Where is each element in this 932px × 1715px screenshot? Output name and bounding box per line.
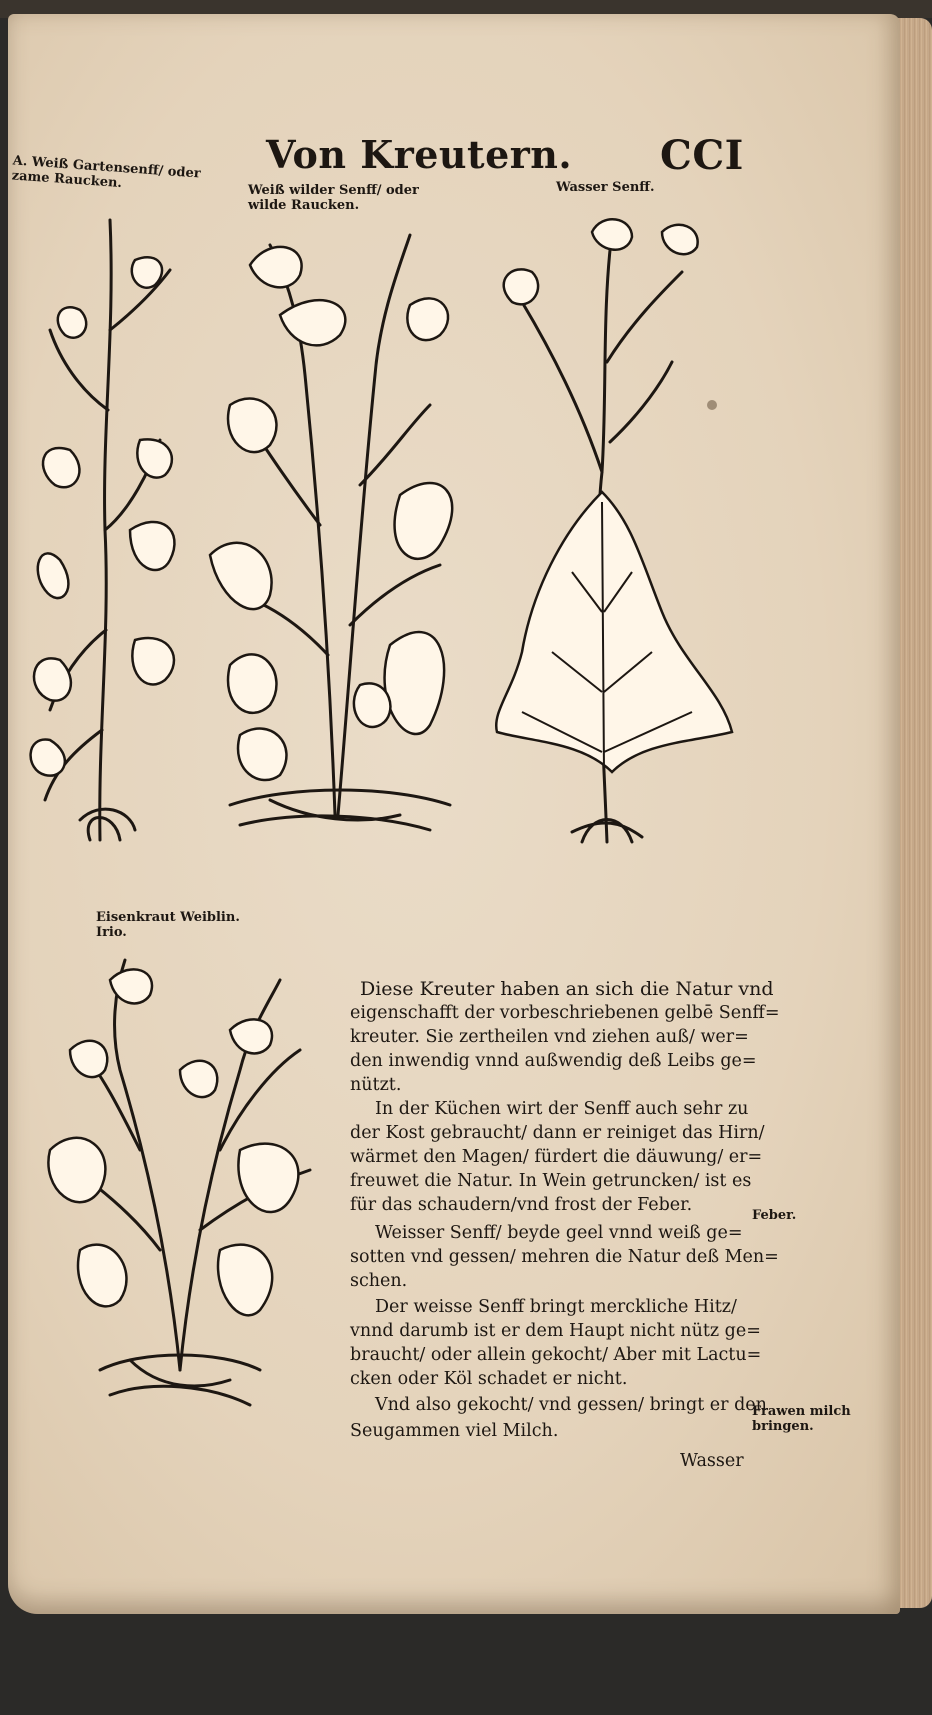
text-line-8: wärmet den Magen/ fürdert die däuwung/ er= — [350, 1147, 763, 1167]
text-line-9: freuwet die Natur. In Wein getruncken/ ist es — [350, 1171, 752, 1191]
caption-plant-2: Weiß wilder Senff/ oder wilde Raucken. — [248, 183, 419, 213]
text-line-18: Vnd also gekocht/ vnd gessen/ bringt er den — [375, 1395, 767, 1415]
margin-note-frawen-milch: Frawen milch bringen. — [752, 1404, 851, 1434]
woodcut-wild-mustard-icon — [210, 225, 470, 845]
text-line-2: eigenschafft der vorbeschriebenen gelbē Senff= — [350, 1003, 780, 1023]
running-head: Von Kreutern. — [266, 132, 573, 177]
woodcut-water-mustard-icon — [492, 212, 742, 852]
woodcut-garden-mustard-icon — [20, 210, 190, 850]
text-line-16: braucht/ oder allein gekocht/ Aber mit Lactu= — [350, 1345, 762, 1365]
caption-plant-4: Eisenkraut Weiblin. Irio. — [96, 910, 240, 940]
text-line-15: vnnd darumb ist er dem Haupt nicht nütz ge= — [350, 1321, 761, 1341]
folio-number: CCI — [660, 132, 744, 179]
text-line-17: cken oder Köl schadet er nicht. — [350, 1369, 628, 1389]
text-line-6: In der Küchen wirt der Senff auch sehr zu — [375, 1099, 749, 1119]
text-line-5: nützt. — [350, 1075, 402, 1095]
text-line-7: der Kost gebraucht/ dann er reiniget das Hirn/ — [350, 1123, 765, 1143]
text-line-13: schen. — [350, 1271, 408, 1291]
catchword: Wasser — [680, 1451, 744, 1471]
caption-plant-1: A. Weiß Gartensenff/ oder zame Raucken. — [11, 153, 202, 192]
text-line-10: für das schaudern/vnd frost der Feber. — [350, 1195, 693, 1215]
margin-note-feber: Feber. — [752, 1208, 797, 1223]
text-line-19: Seugammen viel Milch. — [350, 1421, 559, 1441]
caption-plant-3: Wasser Senff. — [556, 180, 655, 195]
text-line-3: kreuter. Sie zertheilen vnd ziehen auß/ wer= — [350, 1027, 749, 1047]
text-line-14: Der weisse Senff bringt merckliche Hitz/ — [375, 1297, 737, 1317]
text-line-4: den inwendig vnnd außwendig deß Leibs ge= — [350, 1051, 757, 1071]
text-line-12: sotten vnd gessen/ mehren die Natur deß Men= — [350, 1247, 779, 1267]
text-line-11: Weisser Senff/ beyde geel vnnd weiß ge= — [375, 1223, 743, 1243]
text-line-1: Diese Kreuter haben an sich die Natur vnd — [360, 978, 774, 1000]
woodcut-irio-icon — [40, 950, 320, 1420]
